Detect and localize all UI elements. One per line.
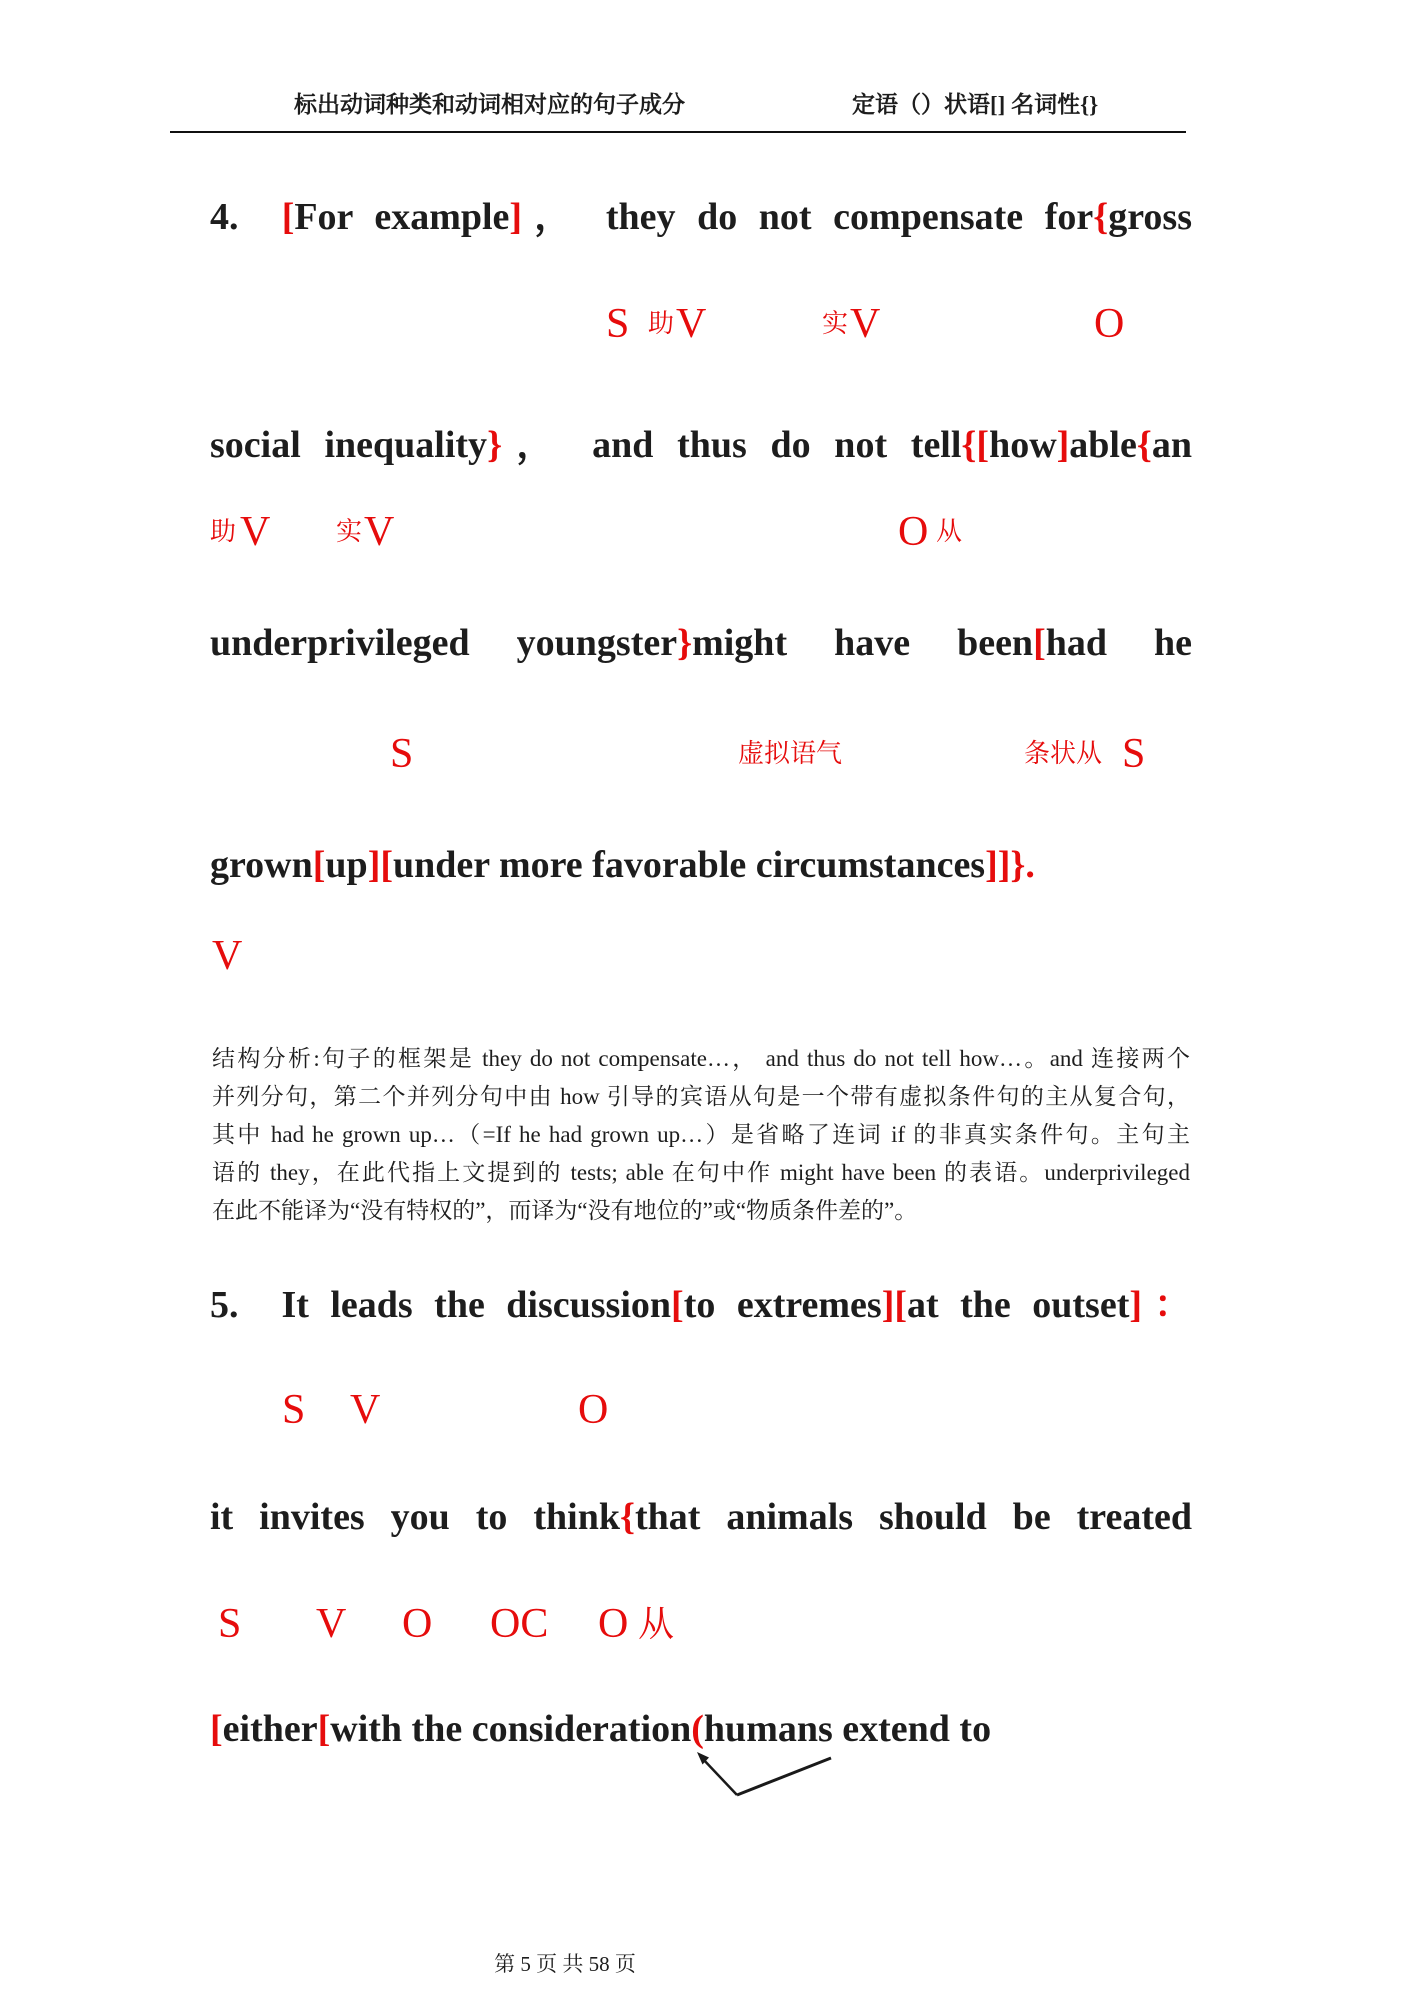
grammar-marks-row <box>0 930 1414 982</box>
grammar-mark: O <box>578 1387 609 1433</box>
sentence-text: either <box>222 1708 318 1750</box>
bracket-mark: ( <box>691 1708 704 1750</box>
grammar-marks-row <box>0 298 1414 350</box>
bracket-mark: {[ <box>961 424 990 466</box>
grammar-mark: V <box>240 509 271 555</box>
sentence-text: gross <box>1108 196 1192 238</box>
sentence-text: social inequality <box>210 424 488 466</box>
analysis-line: 结构分析:句子的框架是 they do not compensate…， and thus do not tell how…。and 连接两个 <box>212 1046 1190 1071</box>
grammar-marks-row <box>0 728 1414 780</box>
grammar-mark: S <box>390 731 414 777</box>
bracket-mark: { <box>619 1496 635 1538</box>
bracket-mark: [ <box>210 1708 223 1750</box>
sentence-line <box>210 1492 1192 1542</box>
analysis-line: 并列分句，第二个并列分句中由 how 引导的宾语从句是一个带有虚拟条件句的主从复合句， <box>212 1084 1190 1109</box>
grammar-marks-row <box>0 1598 1414 1650</box>
sentence-text: an <box>1151 424 1192 466</box>
sentence-text: to extremes <box>683 1284 882 1326</box>
grammar-mark: S <box>1122 731 1146 777</box>
bracket-mark: ][ <box>881 1284 908 1326</box>
sentence-text: and thus do not tell <box>568 424 962 466</box>
bracket-mark: ： <box>1142 1284 1192 1326</box>
sentence-text: how <box>989 424 1057 466</box>
bracket-mark: [ <box>312 844 326 886</box>
grammar-mark: 助 <box>210 517 237 546</box>
bracket-mark: { <box>1136 424 1152 466</box>
sentence-text: 5. It leads the discussion <box>210 1284 672 1326</box>
header-right-text: 定语（）状语[] 名词性{} <box>852 92 1099 117</box>
bracket-mark: ] <box>1056 424 1070 466</box>
bracket-mark: [ <box>1033 622 1046 664</box>
sentence-text: had he <box>1045 622 1192 664</box>
grammar-mark: 从 <box>936 517 963 546</box>
sentence-text: able <box>1069 424 1137 466</box>
grammar-mark: OC <box>490 1601 549 1647</box>
annotation-arrow-icon <box>660 1738 860 1823</box>
grammar-mark: 虚拟语气 <box>738 739 843 768</box>
grammar-mark: O <box>898 509 929 555</box>
page-number-footer: 第 5 页 共 58 页 <box>494 1952 636 1976</box>
sentence-text: might have been <box>692 622 1034 664</box>
sentence-line <box>210 840 1192 890</box>
bracket-mark: } <box>677 622 693 664</box>
sentence-text: underprivileged youngster <box>210 622 678 664</box>
bracket-mark: [ <box>671 1284 684 1326</box>
sentence-line <box>210 420 1192 470</box>
sentence-text: they do not compensate for <box>584 196 1094 238</box>
sentence-text: ， <box>522 196 585 238</box>
bracket-mark: ] <box>509 196 523 238</box>
grammar-mark: V <box>316 1601 347 1647</box>
sentence-text: at the outset <box>907 1284 1130 1326</box>
header-left-text: 标出动词种类和动词相对应的句子成分 <box>294 92 685 117</box>
sentence-text: ， <box>502 424 569 466</box>
grammar-mark: V <box>364 509 395 555</box>
grammar-mark: 条状从 <box>1024 739 1103 768</box>
sentence-text: grown <box>210 844 313 886</box>
grammar-mark: 实 <box>822 309 849 338</box>
sentence-text: it invites you to think <box>210 1496 620 1538</box>
grammar-mark: O <box>1094 301 1125 347</box>
sentence-text: up <box>325 844 368 886</box>
analysis-line: 在此不能译为“没有特权的”，而译为“没有地位的”或“物质条件差的”。 <box>212 1198 918 1223</box>
bracket-mark: [ <box>281 196 295 238</box>
grammar-mark: S <box>218 1601 242 1647</box>
grammar-marks-row <box>0 1384 1414 1436</box>
sentence-text: with the consideration <box>330 1708 692 1750</box>
grammar-mark: S <box>282 1387 306 1433</box>
grammar-mark: 实 <box>336 517 363 546</box>
analysis-line: 语的 they，在此代指上文提到的 tests; able 在句中作 might have been 的表语。underprivileged <box>212 1160 1190 1185</box>
bracket-mark: ][ <box>367 844 394 886</box>
sentence-text: For example <box>294 196 510 238</box>
structure-analysis-paragraph <box>212 1040 1190 1230</box>
sentence-line <box>210 618 1192 668</box>
header-rule <box>170 131 1186 133</box>
grammar-marks-row <box>0 506 1414 558</box>
grammar-mark: O <box>402 1601 433 1647</box>
grammar-mark: O <box>598 1601 629 1647</box>
grammar-mark: V <box>212 933 243 979</box>
bracket-mark: ] <box>1129 1284 1143 1326</box>
analysis-line: 其中 had he grown up…（=If he had grown up…）是省略了连词 if 的非真实条件句。主句主 <box>212 1122 1190 1147</box>
bracket-mark: { <box>1093 196 1109 238</box>
grammar-mark: V <box>676 301 707 347</box>
grammar-mark: V <box>850 301 881 347</box>
sentence-text: humans extend to <box>703 1708 992 1750</box>
sentence-line <box>210 192 1192 242</box>
sentence-text: 4. <box>210 196 282 238</box>
sentence-text: under more favorable circumstances <box>393 844 986 886</box>
grammar-mark: S <box>606 301 630 347</box>
grammar-mark: V <box>350 1387 381 1433</box>
bracket-mark: ]]}. <box>985 844 1035 886</box>
grammar-mark: 助 <box>648 309 675 338</box>
sentence-line <box>210 1280 1192 1330</box>
bracket-mark: [ <box>317 1708 331 1750</box>
bracket-mark: } <box>487 424 503 466</box>
grammar-mark: 从 <box>638 1604 675 1644</box>
sentence-text: that animals should be treated <box>634 1496 1192 1538</box>
